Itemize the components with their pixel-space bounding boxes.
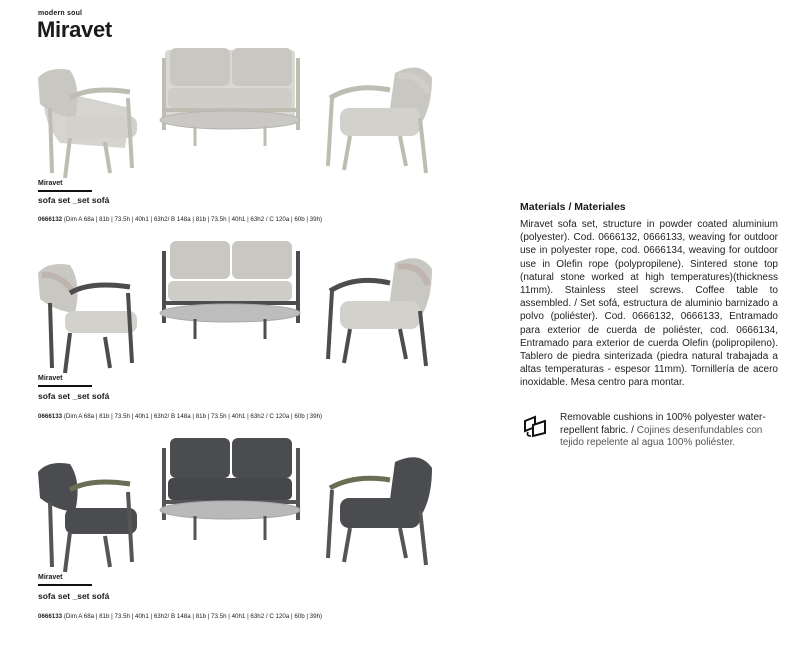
care-text <box>560 412 782 450</box>
armchair-right <box>320 38 460 183</box>
product-block <box>30 233 470 423</box>
product-block <box>30 432 470 632</box>
armchair-right <box>320 432 460 577</box>
product-block <box>30 38 470 228</box>
product-image <box>30 38 310 183</box>
care-text-en: Removable cushions in 100% polyester water-repellent fabric. <box>560 412 766 436</box>
product-collection: Miravet <box>38 375 63 382</box>
product-subtitle: sofa set _set sofá <box>38 195 110 205</box>
product-code: 0666133 <box>38 413 63 420</box>
armchair-left <box>38 264 137 373</box>
dims-text: (Dim A 68a | 81b | 73.5h | 40h1 | 63h2/ B 148a | 81b | 73.5h | 40h1 | 63h2 / C 120a | 60b | 39h) <box>62 613 323 620</box>
brand-tagline: modern soul <box>38 10 83 17</box>
product-subtitle: sofa set _set sofá <box>38 591 110 601</box>
product-collection: Miravet <box>38 180 63 187</box>
materials-title: Materials / Materiales <box>520 201 626 213</box>
coffee-table <box>160 111 300 146</box>
product-rule <box>38 584 92 586</box>
brand-title: Miravet <box>37 17 112 42</box>
product-dimensions <box>38 413 322 420</box>
dims-text: (Dim A 68a | 81b | 73.5h | 40h1 | 63h2/ B 148a | 81b | 73.5h | 40h1 | 63h2 / C 120a | 60b | 39h) <box>62 216 323 223</box>
coffee-table <box>160 304 300 339</box>
product-image <box>30 432 310 577</box>
dims-text: (Dim A 68a | 81b | 73.5h | 40h1 | 63h2/ B 148a | 81b | 73.5h | 40h1 | 63h2 / C 120a | 60b | 39h) <box>62 413 323 420</box>
product-code: 0666132 <box>38 216 63 223</box>
removable-cushion-icon <box>522 414 548 438</box>
product-subtitle: sofa set _set sofá <box>38 391 110 401</box>
product-dimensions <box>38 216 322 223</box>
product-collection: Miravet <box>38 574 63 581</box>
product-image <box>30 233 310 378</box>
armchair-left <box>38 69 137 178</box>
armchair-left <box>38 463 137 572</box>
product-rule <box>38 190 92 192</box>
product-dimensions <box>38 613 322 620</box>
care-sep: / <box>628 424 637 436</box>
coffee-table <box>160 501 300 540</box>
armchair-right <box>320 233 460 378</box>
care-text-es: Cojines desenfundables con tejido repelente al agua 100% poliéster. <box>560 424 763 448</box>
materials-body: Miravet sofa set, structure in powder coated aluminium (polyester). Cod. 0666132, 0666133, weaving for outdoor use in polyester rope, cod. 0666134, weaving for outdoor use in Olefin rope (polypropilene). Sintered stone top (natural stone worked at high temperatures)(thickness 11mm). Stainless steel screws. Coffee table to assembled. / Set sofá, estructura de aluminio barnizado a polvo (poliéster). Cod. 0666132, 0666133, Entramado para exterior de cuerda de poliéster, cod. 0666134, Entramado para exterior de cuerda Olefin (polipropileno). Tablero de piedra sinterizada (piedra natural trabajada a altas temperaturas - espesor 11mm). Tornillería de acero inoxidable. Mesa centro para montar. <box>520 219 778 389</box>
product-code: 0666133 <box>38 613 63 620</box>
product-rule <box>38 385 92 387</box>
